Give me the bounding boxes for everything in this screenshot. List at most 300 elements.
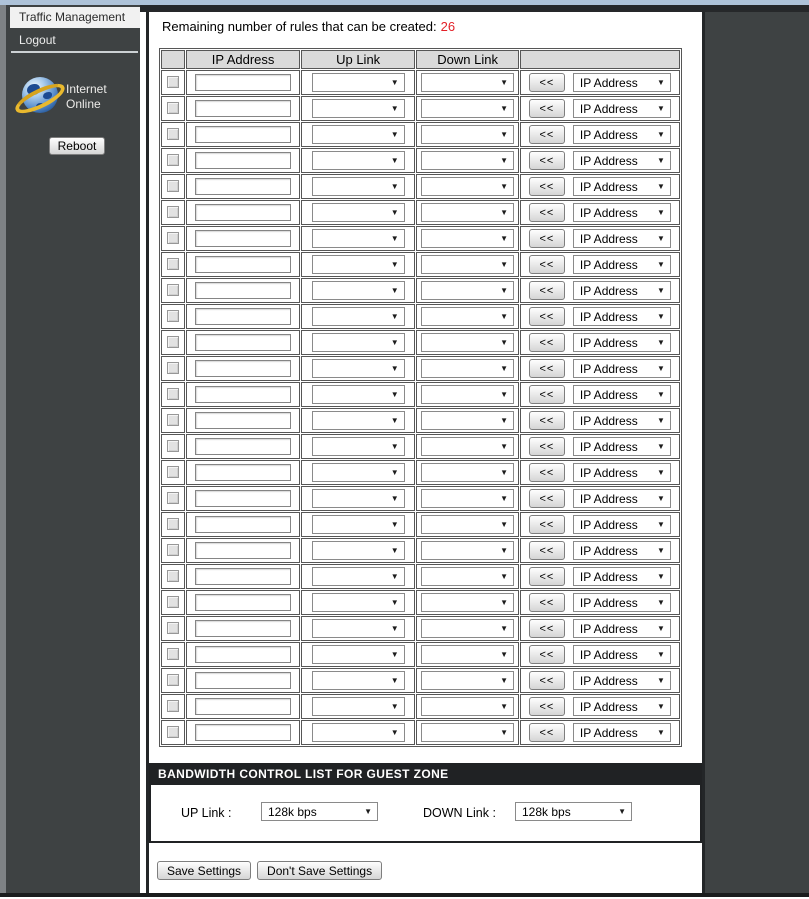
copy-host-button[interactable]: << (529, 593, 565, 612)
chevron-down-icon: ▼ (390, 285, 399, 295)
uplink-select[interactable] (312, 281, 405, 300)
ip-address-input[interactable] (195, 542, 291, 559)
host-select[interactable] (573, 619, 671, 638)
host-select-value: IP Address (579, 309, 638, 324)
chevron-down-icon: ▼ (500, 701, 509, 711)
table-row (161, 96, 680, 121)
uplink-select[interactable] (312, 125, 405, 144)
ip-address-input[interactable] (195, 724, 291, 741)
ip-address-input[interactable] (195, 334, 291, 351)
rule-host-cell (520, 278, 680, 303)
uplink-select[interactable] (312, 593, 405, 612)
rule-host-cell (520, 356, 680, 381)
ip-address-input[interactable] (195, 490, 291, 507)
downlink-select[interactable] (421, 307, 514, 326)
chevron-down-icon: ▼ (390, 311, 399, 321)
table-row (161, 304, 680, 329)
downlink-select[interactable] (421, 619, 514, 638)
chevron-down-icon: ▼ (656, 311, 665, 321)
rule-select-cell (161, 200, 185, 225)
rule-select-cell (161, 148, 185, 173)
rule-checkbox[interactable] (167, 544, 179, 556)
table-row (161, 278, 680, 303)
rule-checkbox[interactable] (167, 284, 179, 296)
chevron-down-icon: ▼ (500, 207, 509, 217)
rule-ip-cell (186, 330, 300, 355)
rule-ip-cell (186, 382, 300, 407)
rule-uplink-cell (301, 512, 416, 537)
rule-downlink-cell (416, 538, 518, 563)
chevron-down-icon: ▼ (656, 363, 665, 373)
guest-downlink-select[interactable] (515, 802, 632, 821)
rule-ip-cell (186, 486, 300, 511)
chevron-down-icon: ▼ (656, 337, 665, 347)
downlink-select[interactable] (421, 593, 514, 612)
chevron-down-icon: ▼ (390, 103, 399, 113)
copy-host-button[interactable]: << (529, 671, 565, 690)
chevron-down-icon: ▼ (500, 675, 509, 685)
uplink-select[interactable] (312, 697, 405, 716)
copy-host-button[interactable]: << (529, 515, 565, 534)
host-select[interactable] (573, 99, 671, 118)
copy-host-button[interactable]: << (529, 489, 565, 508)
ip-address-input[interactable] (195, 516, 291, 533)
rule-host-cell (520, 226, 680, 251)
rule-select-cell (161, 304, 185, 329)
copy-host-button[interactable]: << (529, 177, 565, 196)
rule-checkbox[interactable] (167, 388, 179, 400)
chevron-down-icon: ▼ (500, 311, 509, 321)
downlink-select[interactable] (421, 99, 514, 118)
chevron-down-icon: ▼ (656, 285, 665, 295)
remaining-rules-prefix: Remaining number of rules that can be created: (162, 19, 437, 34)
ip-address-input[interactable] (195, 594, 291, 611)
rule-checkbox[interactable] (167, 648, 179, 660)
chevron-down-icon: ▼ (390, 207, 399, 217)
copy-host-button[interactable]: << (529, 229, 565, 248)
rule-downlink-cell (416, 590, 518, 615)
downlink-select[interactable] (421, 203, 514, 222)
downlink-select[interactable] (421, 671, 514, 690)
host-select[interactable] (573, 515, 671, 534)
rule-downlink-cell (416, 564, 518, 589)
ip-address-input[interactable] (195, 282, 291, 299)
guest-downlink-label: DOWN Link : (423, 806, 496, 820)
host-select-value: IP Address (579, 231, 638, 246)
uplink-select[interactable] (312, 619, 405, 638)
copy-host-button[interactable]: << (529, 385, 565, 404)
downlink-select[interactable] (421, 151, 514, 170)
chevron-down-icon: ▼ (656, 389, 665, 399)
guest-uplink-select[interactable] (261, 802, 378, 821)
chevron-down-icon: ▼ (500, 389, 509, 399)
rule-downlink-cell (416, 174, 518, 199)
rule-checkbox[interactable] (167, 440, 179, 452)
rule-host-cell (520, 694, 680, 719)
copy-host-button[interactable]: << (529, 437, 565, 456)
chevron-down-icon: ▼ (656, 649, 665, 659)
copy-host-button[interactable]: << (529, 255, 565, 274)
chevron-down-icon: ▼ (390, 519, 399, 529)
guest-zone-title: BANDWIDTH CONTROL LIST FOR GUEST ZONE (149, 763, 702, 785)
chevron-down-icon: ▼ (656, 493, 665, 503)
rule-checkbox[interactable] (167, 570, 179, 582)
copy-host-button[interactable]: << (529, 645, 565, 664)
downlink-select[interactable] (421, 385, 514, 404)
rule-uplink-cell (301, 434, 416, 459)
ip-address-input[interactable] (195, 568, 291, 585)
rule-select-cell (161, 382, 185, 407)
rule-uplink-cell (301, 590, 416, 615)
copy-host-button[interactable]: << (529, 151, 565, 170)
host-select[interactable] (573, 489, 671, 508)
ip-address-input[interactable] (195, 204, 291, 221)
table-row (161, 590, 680, 615)
rule-checkbox[interactable] (167, 700, 179, 712)
rule-uplink-cell (301, 278, 416, 303)
rule-select-cell (161, 512, 185, 537)
remaining-rules-text (162, 19, 455, 34)
host-select-value: IP Address (579, 387, 638, 402)
ip-address-input[interactable] (195, 126, 291, 143)
copy-host-button[interactable]: << (529, 333, 565, 352)
host-select[interactable] (573, 385, 671, 404)
host-select-value: IP Address (579, 491, 638, 506)
uplink-select[interactable] (312, 255, 405, 274)
rule-host-cell (520, 70, 680, 95)
rule-host-cell (520, 96, 680, 121)
uplink-select[interactable] (312, 541, 405, 560)
uplink-select[interactable] (312, 229, 405, 248)
ip-address-input[interactable] (195, 620, 291, 637)
chevron-down-icon: ▼ (390, 389, 399, 399)
host-select[interactable] (573, 255, 671, 274)
chevron-down-icon: ▼ (390, 77, 399, 87)
host-select[interactable] (573, 645, 671, 664)
host-select[interactable] (573, 151, 671, 170)
rule-host-cell (520, 538, 680, 563)
rule-select-cell (161, 278, 185, 303)
rule-uplink-cell (301, 122, 416, 147)
chevron-down-icon: ▼ (656, 155, 665, 165)
rule-select-cell (161, 564, 185, 589)
rule-host-cell (520, 616, 680, 641)
chevron-down-icon: ▼ (656, 571, 665, 581)
rule-checkbox[interactable] (167, 76, 179, 88)
rule-select-cell (161, 694, 185, 719)
downlink-select[interactable] (421, 645, 514, 664)
uplink-select[interactable] (312, 411, 405, 430)
rule-checkbox[interactable] (167, 206, 179, 218)
host-select[interactable] (573, 203, 671, 222)
table-header-row (161, 50, 680, 69)
chevron-down-icon: ▼ (500, 337, 509, 347)
guest-downlink-value: 128k bps (522, 804, 571, 819)
col-header-select (161, 50, 185, 69)
rules-table (159, 48, 682, 747)
downlink-select[interactable] (421, 333, 514, 352)
uplink-select[interactable] (312, 151, 405, 170)
copy-host-button[interactable]: << (529, 723, 565, 742)
rule-downlink-cell (416, 226, 518, 251)
uplink-select[interactable] (312, 203, 405, 222)
host-select[interactable] (573, 437, 671, 456)
downlink-select[interactable] (421, 281, 514, 300)
copy-host-button[interactable]: << (529, 697, 565, 716)
host-select[interactable] (573, 125, 671, 144)
ip-address-input[interactable] (195, 438, 291, 455)
host-select[interactable] (573, 671, 671, 690)
col-header-host (520, 50, 680, 69)
uplink-select[interactable] (312, 99, 405, 118)
downlink-select[interactable] (421, 255, 514, 274)
rule-checkbox[interactable] (167, 492, 179, 504)
globe-icon (16, 75, 62, 119)
rule-downlink-cell (416, 382, 518, 407)
host-select[interactable] (573, 281, 671, 300)
host-select[interactable] (573, 411, 671, 430)
ip-address-input[interactable] (195, 646, 291, 663)
save-settings-button[interactable]: Save Settings (157, 861, 251, 880)
rule-uplink-cell (301, 616, 416, 641)
host-select[interactable] (573, 463, 671, 482)
ip-address-input[interactable] (195, 230, 291, 247)
copy-host-button[interactable]: << (529, 203, 565, 222)
rule-uplink-cell (301, 174, 416, 199)
rule-host-cell (520, 590, 680, 615)
chevron-down-icon: ▼ (500, 77, 509, 87)
rule-uplink-cell (301, 382, 416, 407)
main-content (146, 12, 705, 893)
action-buttons (157, 861, 382, 880)
host-select-value: IP Address (579, 283, 638, 298)
uplink-select[interactable] (312, 463, 405, 482)
ip-address-input[interactable] (195, 464, 291, 481)
rule-checkbox[interactable] (167, 102, 179, 114)
downlink-select[interactable] (421, 125, 514, 144)
rule-uplink-cell (301, 356, 416, 381)
ip-address-input[interactable] (195, 74, 291, 91)
ip-address-input[interactable] (195, 386, 291, 403)
ip-address-input[interactable] (195, 256, 291, 273)
rule-downlink-cell (416, 642, 518, 667)
rule-ip-cell (186, 616, 300, 641)
chevron-down-icon: ▼ (390, 337, 399, 347)
chevron-down-icon: ▼ (390, 259, 399, 269)
uplink-select[interactable] (312, 645, 405, 664)
sidebar-item-logout[interactable]: Logout (19, 33, 56, 47)
uplink-select[interactable] (312, 385, 405, 404)
copy-host-button[interactable]: << (529, 567, 565, 586)
downlink-select[interactable] (421, 437, 514, 456)
downlink-select[interactable] (421, 489, 514, 508)
rule-host-cell (520, 668, 680, 693)
ip-address-input[interactable] (195, 672, 291, 689)
rule-checkbox[interactable] (167, 258, 179, 270)
dont-save-settings-button[interactable]: Don't Save Settings (257, 861, 382, 880)
rule-downlink-cell (416, 96, 518, 121)
uplink-select[interactable] (312, 489, 405, 508)
host-select[interactable] (573, 177, 671, 196)
sidebar-item-traffic-management[interactable]: Traffic Management (10, 7, 140, 28)
rule-uplink-cell (301, 642, 416, 667)
ip-address-input[interactable] (195, 308, 291, 325)
downlink-select[interactable] (421, 463, 514, 482)
host-select[interactable] (573, 593, 671, 612)
rule-checkbox[interactable] (167, 726, 179, 738)
chevron-down-icon: ▼ (390, 493, 399, 503)
rule-select-cell (161, 226, 185, 251)
rule-uplink-cell (301, 148, 416, 173)
rule-checkbox[interactable] (167, 232, 179, 244)
rule-host-cell (520, 434, 680, 459)
rule-checkbox[interactable] (167, 154, 179, 166)
chevron-down-icon: ▼ (390, 363, 399, 373)
uplink-select[interactable] (312, 333, 405, 352)
copy-host-button[interactable]: << (529, 281, 565, 300)
ip-address-input[interactable] (195, 152, 291, 169)
downlink-select[interactable] (421, 359, 514, 378)
table-row (161, 200, 680, 225)
table-row (161, 538, 680, 563)
chevron-down-icon: ▼ (390, 441, 399, 451)
downlink-select[interactable] (421, 697, 514, 716)
uplink-select[interactable] (312, 307, 405, 326)
copy-host-button[interactable]: << (529, 73, 565, 92)
downlink-select[interactable] (421, 177, 514, 196)
uplink-select[interactable] (312, 671, 405, 690)
downlink-select[interactable] (421, 541, 514, 560)
uplink-select[interactable] (312, 359, 405, 378)
table-row (161, 408, 680, 433)
rule-uplink-cell (301, 668, 416, 693)
ip-address-input[interactable] (195, 100, 291, 117)
rule-uplink-cell (301, 226, 416, 251)
chevron-down-icon: ▼ (500, 623, 509, 633)
rule-uplink-cell (301, 252, 416, 277)
copy-host-button[interactable]: << (529, 541, 565, 560)
table-row (161, 434, 680, 459)
host-select[interactable] (573, 567, 671, 586)
copy-host-button[interactable]: << (529, 125, 565, 144)
rule-checkbox[interactable] (167, 414, 179, 426)
chevron-down-icon: ▼ (390, 233, 399, 243)
rule-checkbox[interactable] (167, 596, 179, 608)
internet-status-line1: Internet (66, 82, 107, 96)
chevron-down-icon: ▼ (390, 675, 399, 685)
rule-uplink-cell (301, 694, 416, 719)
rule-checkbox[interactable] (167, 128, 179, 140)
chevron-down-icon: ▼ (656, 597, 665, 607)
chevron-down-icon: ▼ (656, 103, 665, 113)
copy-host-button[interactable]: << (529, 359, 565, 378)
copy-host-button[interactable]: << (529, 411, 565, 430)
chevron-down-icon: ▼ (390, 415, 399, 425)
downlink-select[interactable] (421, 515, 514, 534)
rule-host-cell (520, 642, 680, 667)
rule-uplink-cell (301, 408, 416, 433)
chevron-down-icon: ▼ (618, 806, 626, 816)
downlink-select[interactable] (421, 229, 514, 248)
rule-checkbox[interactable] (167, 674, 179, 686)
reboot-button[interactable]: Reboot (49, 137, 105, 155)
rule-checkbox[interactable] (167, 180, 179, 192)
rule-uplink-cell (301, 460, 416, 485)
uplink-select[interactable] (312, 437, 405, 456)
chevron-down-icon: ▼ (500, 597, 509, 607)
ip-address-input[interactable] (195, 360, 291, 377)
chevron-down-icon: ▼ (390, 701, 399, 711)
ip-address-input[interactable] (195, 412, 291, 429)
remaining-count: 26 (440, 19, 456, 34)
chevron-down-icon: ▼ (500, 467, 509, 477)
rule-checkbox[interactable] (167, 362, 179, 374)
downlink-select[interactable] (421, 73, 514, 92)
host-select[interactable] (573, 307, 671, 326)
rule-downlink-cell (416, 720, 518, 745)
rule-ip-cell (186, 174, 300, 199)
guest-uplink-label: UP Link : (181, 806, 232, 820)
ip-address-input[interactable] (195, 178, 291, 195)
rule-checkbox[interactable] (167, 518, 179, 530)
downlink-select[interactable] (421, 567, 514, 586)
rule-checkbox[interactable] (167, 466, 179, 478)
host-select[interactable] (573, 333, 671, 352)
copy-host-button[interactable]: << (529, 99, 565, 118)
uplink-select[interactable] (312, 567, 405, 586)
rule-select-cell (161, 330, 185, 355)
host-select-value: IP Address (579, 361, 638, 376)
rule-select-cell (161, 460, 185, 485)
rule-host-cell (520, 174, 680, 199)
host-select[interactable] (573, 359, 671, 378)
rule-checkbox[interactable] (167, 622, 179, 634)
rule-ip-cell (186, 96, 300, 121)
sidebar (6, 5, 140, 893)
uplink-select[interactable] (312, 73, 405, 92)
rule-downlink-cell (416, 460, 518, 485)
downlink-select[interactable] (421, 411, 514, 430)
host-select[interactable] (573, 697, 671, 716)
copy-host-button[interactable]: << (529, 307, 565, 326)
chevron-down-icon: ▼ (390, 727, 399, 737)
host-select[interactable] (573, 723, 671, 742)
chevron-down-icon: ▼ (500, 441, 509, 451)
rule-checkbox[interactable] (167, 336, 179, 348)
downlink-select[interactable] (421, 723, 514, 742)
rule-host-cell (520, 304, 680, 329)
table-row (161, 122, 680, 147)
table-row (161, 148, 680, 173)
table-row (161, 382, 680, 407)
rule-select-cell (161, 434, 185, 459)
uplink-select[interactable] (312, 177, 405, 196)
host-select-value: IP Address (579, 621, 638, 636)
rule-select-cell (161, 252, 185, 277)
host-select[interactable] (573, 73, 671, 92)
copy-host-button[interactable]: << (529, 463, 565, 482)
ip-address-input[interactable] (195, 698, 291, 715)
copy-host-button[interactable]: << (529, 619, 565, 638)
rule-host-cell (520, 486, 680, 511)
rule-downlink-cell (416, 148, 518, 173)
rule-ip-cell (186, 642, 300, 667)
uplink-select[interactable] (312, 723, 405, 742)
host-select[interactable] (573, 541, 671, 560)
rule-checkbox[interactable] (167, 310, 179, 322)
uplink-select[interactable] (312, 515, 405, 534)
host-select[interactable] (573, 229, 671, 248)
